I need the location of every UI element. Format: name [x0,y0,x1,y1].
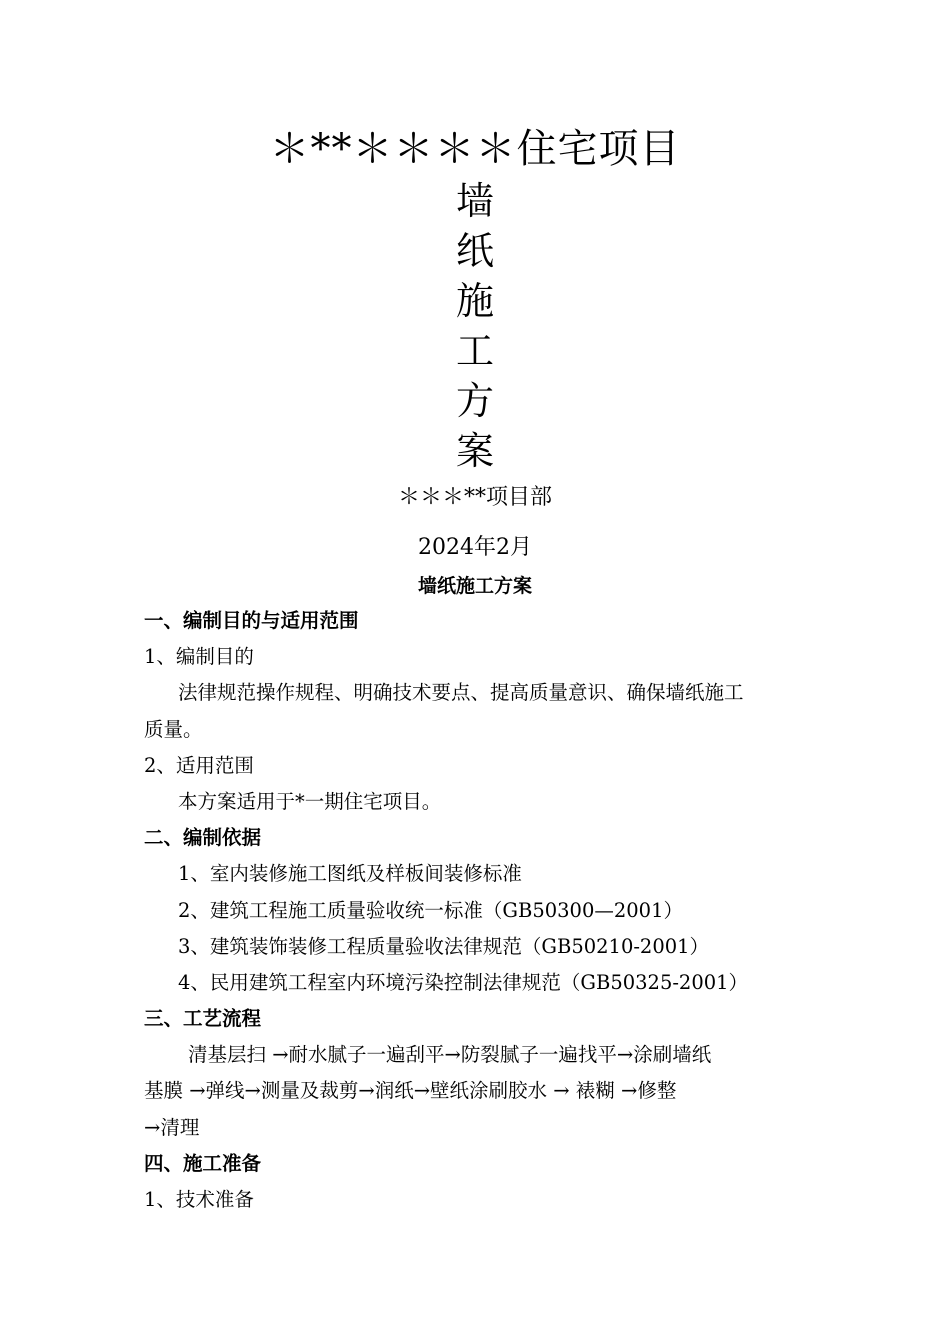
project-title: ＊**＊＊＊＊住宅项目 [269,126,681,172]
vertical-title-char: 方 [455,379,494,423]
vertical-title-char: 施 [455,279,494,323]
section-heading: 二、编制依据 [144,826,262,850]
vertical-title-char: 纸 [455,229,494,273]
vertical-title-char: 墙 [455,179,494,223]
section-heading: 三、工艺流程 [144,1007,262,1031]
paragraph-line: 1、技术准备 [144,1188,254,1211]
paragraph-line: 基膜 →弹线→测量及裁剪→润纸→壁纸涂刷胶水 → 裱糊 →修整 [144,1079,677,1103]
paragraph-line: 法律规范操作规程、明确技术要点、提高质量意识、确保墙纸施工 [178,681,744,705]
paragraph-line: 1、编制目的 [144,645,254,669]
paragraph-line: 质量。 [144,717,203,741]
document-title: 墙纸施工方案 [417,575,532,597]
vertical-title-char: 工 [455,329,494,373]
paragraph-line: →清理 [144,1115,200,1139]
paragraph-line: 3、建筑装饰装修工程质量验收法律规范（GB50210-2001） [178,934,710,958]
vertical-title-char: 案 [455,429,494,473]
paragraph-line: 2、适用范围 [144,753,254,777]
paragraph-line: 本方案适用于*一期住宅项目。 [178,789,442,813]
document-date: 2024年2月 [418,535,532,560]
section-heading: 一、编制目的与适用范围 [144,609,359,632]
paragraph-line: 清基层扫 →耐水腻子一遍刮平→防裂腻子一遍找平→涂刷墙纸 [188,1043,712,1067]
paragraph-line: 1、室内装修施工图纸及样板间装修标准 [178,862,522,886]
paragraph-line: 2、建筑工程施工质量验收统一标准（GB50300—2001） [178,898,683,922]
section-heading: 四、施工准备 [144,1151,262,1175]
department-name: ＊＊＊**项目部 [397,485,552,510]
vertical-title [0,176,950,476]
document-body [144,603,844,1218]
paragraph-line: 4、民用建筑工程室内环境污染控制法律规范（GB50325-2001） [178,970,749,994]
